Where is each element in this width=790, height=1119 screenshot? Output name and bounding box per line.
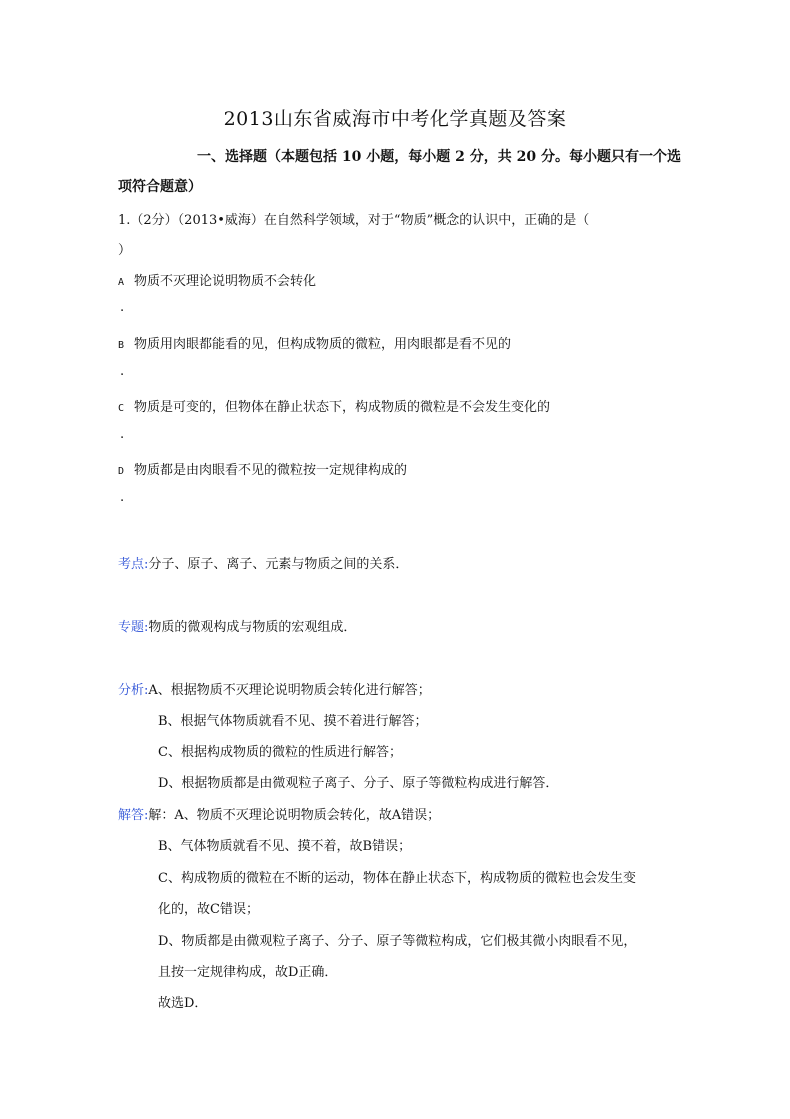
option-d xyxy=(118,459,407,478)
option-d-dot: . xyxy=(120,490,125,505)
jieda-row xyxy=(118,804,440,823)
kaodian-text: 分子、原子、离子、元素与物质之间的关系． xyxy=(148,557,409,572)
section-heading-line1: 一、选择题（本题包括 10 小题，每小题 2 分，共 20 分。每小题只有一个选 xyxy=(197,149,681,165)
option-d-text: 物质都是由肉眼看不见的微粒按一定规律构成的 xyxy=(134,463,408,478)
zhuanti-text: 物质的微观构成与物质的宏观组成． xyxy=(148,620,357,635)
fenxi-line-1: A、根据物质不灭理论说明物质会转化进行解答； xyxy=(148,683,431,698)
fenxi-label: 分析: xyxy=(118,683,149,698)
fenxi-line-4: D、根据物质都是由微观粒子离子、分子、原子等微粒构成进行解答． xyxy=(158,776,559,791)
option-c-letter: C xyxy=(118,403,125,414)
fenxi-line-2: B、根据气体物质就看不见、摸不着进行解答； xyxy=(158,714,428,729)
question-stem-line1: 1.（2分）（2013•威海）在自然科学领域，对于“物质”概念的认识中，正确的是（ xyxy=(118,213,590,228)
kaodian-row xyxy=(118,553,408,572)
option-a-letter: A xyxy=(118,277,125,288)
jieda-line-1: 解：A、物质不灭理论说明物质会转化，故A错误； xyxy=(148,808,441,823)
option-b-text: 物质用肉眼都能看的见，但构成物质的微粒，用肉眼都是看不见的 xyxy=(134,337,512,352)
option-a xyxy=(118,270,316,289)
jieda-line-7: 故选D． xyxy=(158,996,208,1011)
jieda-label: 解答: xyxy=(118,808,149,823)
jieda-line-3: C、构成物质的微粒在不断的运动，物体在静止状态下，构成物质的微粒也会发生变 xyxy=(158,871,636,886)
fenxi-row xyxy=(118,679,431,698)
option-a-text: 物质不灭理论说明物质不会转化 xyxy=(134,274,317,289)
fenxi-line-3: C、根据构成物质的微粒的性质进行解答； xyxy=(158,745,402,760)
jieda-line-2: B、气体物质就看不见、摸不着，故B错误； xyxy=(158,839,412,854)
option-a-dot: . xyxy=(120,300,125,315)
zhuanti-row xyxy=(118,616,356,635)
option-d-letter: D xyxy=(118,466,125,477)
option-c-dot: . xyxy=(120,427,125,442)
question-stem-line2: ） xyxy=(118,243,132,258)
option-b-letter: B xyxy=(118,340,125,351)
option-c-text: 物质是可变的，但物体在静止状态下，构成物质的微粒是不会发生变化的 xyxy=(134,400,551,415)
option-b xyxy=(118,333,511,352)
jieda-line-4: 化的，故C错误； xyxy=(158,902,259,917)
jieda-line-5: D、物质都是由微观粒子离子、分子、原子等微粒构成，它们极其微小肉眼看不见， xyxy=(158,934,637,949)
section-heading-line2: 项符合题意） xyxy=(118,179,202,195)
kaodian-label: 考点: xyxy=(118,557,149,572)
jieda-line-6: 且按一定规律构成，故D正确． xyxy=(158,965,338,980)
zhuanti-label: 专题: xyxy=(118,620,149,635)
page-title: 2013山东省威海市中考化学真题及答案 xyxy=(223,108,567,130)
option-c xyxy=(118,396,550,415)
option-b-dot: . xyxy=(120,364,125,379)
